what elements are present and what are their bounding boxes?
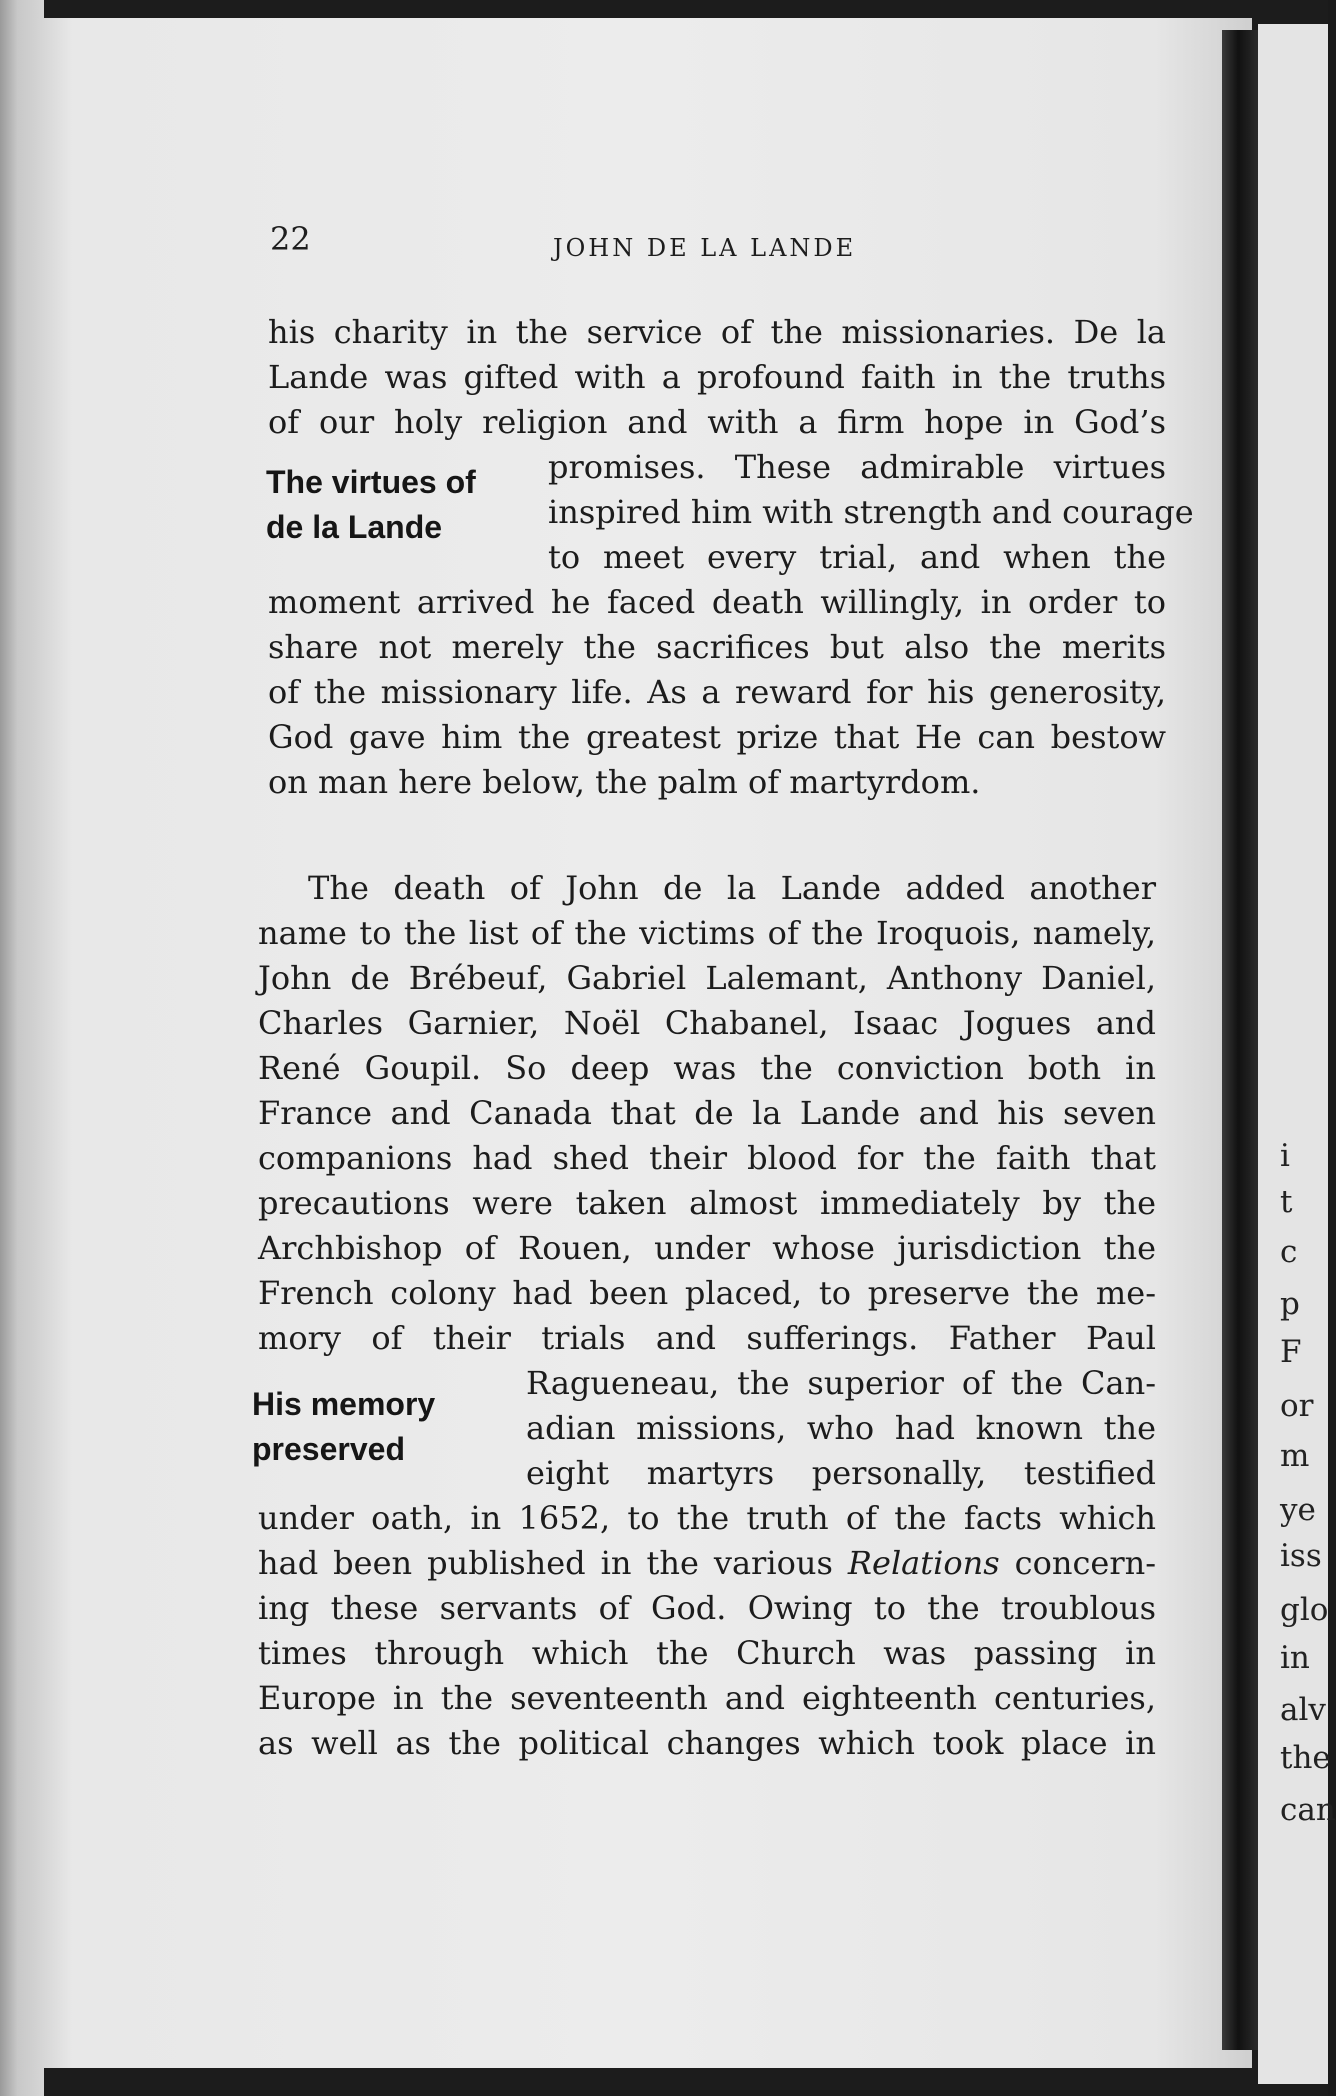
text-line: eight martyrs personally, testified	[526, 1454, 1156, 1492]
text-line: The death of John de la Lande added another	[308, 869, 1156, 907]
facing-page-fragment: glo	[1280, 1592, 1329, 1628]
paragraph-1	[268, 310, 1194, 805]
book-gutter	[1222, 30, 1258, 2050]
text-line: of the missionary life. As a reward for his generosity,	[268, 673, 1166, 711]
facing-page-fragment: in	[1280, 1640, 1310, 1676]
facing-page-fragment: ye	[1280, 1492, 1316, 1528]
text-line: René Goupil. So deep was the conviction both in	[258, 1049, 1156, 1087]
text-line: precautions were taken almost immediately by the	[258, 1184, 1156, 1222]
italic-title-relations: Relations	[847, 1544, 1000, 1582]
text-line: his charity in the service of the missionaries. De la	[268, 313, 1166, 351]
sidenote-line: de la Lande	[266, 509, 443, 545]
text-line: companions had shed their blood for the faith that	[258, 1139, 1156, 1177]
text-line-with-italic	[258, 1541, 1156, 1586]
text-line: promises. These admirable virtues	[548, 448, 1166, 486]
facing-page-fragment: m	[1280, 1438, 1310, 1474]
facing-page-fragment: p	[1280, 1286, 1300, 1322]
text-line: God gave him the greatest prize that He can bestow	[268, 718, 1166, 756]
text-line: ing these servants of God. Owing to the troublous	[258, 1589, 1156, 1627]
text-line: of our holy religion and with a firm hope in God’s	[268, 403, 1166, 441]
sidenote-line: His memory	[252, 1386, 436, 1422]
text-line: inspired him with strength and courage	[548, 493, 1194, 531]
facing-page-fragment: alv	[1280, 1692, 1326, 1728]
text-line: on man here below, the palm of martyrdom.	[268, 763, 981, 801]
text-segment: had been published in the various	[258, 1544, 833, 1582]
text-line: French colony had been placed, to preserve the me-	[258, 1274, 1156, 1312]
running-title: JOHN DE LA LANDE	[553, 234, 857, 262]
facing-page-fragment: F	[1280, 1334, 1302, 1370]
facing-page-fragment: the	[1280, 1740, 1331, 1776]
text-segment: concern-	[1014, 1544, 1157, 1582]
text-line: adian missions, who had known the	[526, 1409, 1156, 1447]
text-line: John de Brébeuf, Gabriel Lalemant, Anthony Daniel,	[258, 959, 1156, 997]
facing-page-edge	[1258, 24, 1336, 2084]
text-line: Lande was gifted with a profound faith in the truths	[268, 358, 1166, 396]
sidenote-line: The virtues of	[266, 464, 476, 500]
text-line: Ragueneau, the superior of the Can-	[526, 1364, 1156, 1402]
text-line: mory of their trials and sufferings. Father Paul	[258, 1319, 1156, 1357]
page-header	[270, 214, 1170, 262]
text-line: Archbishop of Rouen, under whose jurisdiction the	[258, 1229, 1156, 1267]
page-number: 22	[270, 220, 311, 258]
text-line: Europe in the seventeenth and eighteenth centuries,	[258, 1679, 1156, 1717]
text-line: as well as the political changes which took place in	[258, 1724, 1156, 1762]
text-line: moment arrived he faced death willingly, in order to	[268, 583, 1166, 621]
text-line: share not merely the sacrifices but also the merits	[268, 628, 1166, 666]
text-line: under oath, in 1652, to the truth of the facts which	[258, 1499, 1156, 1537]
text-line: France and Canada that de la Lande and his seven	[258, 1094, 1156, 1132]
text-line: Charles Garnier, Noël Chabanel, Isaac Jogues and	[258, 1004, 1156, 1042]
sidenote-line: preserved	[252, 1431, 405, 1467]
text-line: name to the list of the victims of the Iroquois, namely,	[258, 914, 1156, 952]
text-line: times through which the Church was passing in	[258, 1634, 1156, 1672]
paragraph-2	[258, 866, 1156, 1766]
facing-page-fragment: i	[1280, 1138, 1290, 1174]
facing-page-fragment: or	[1280, 1388, 1314, 1424]
facing-page-fragment: can	[1280, 1792, 1336, 1828]
facing-page-fragment: c	[1280, 1234, 1298, 1270]
text-line: to meet every trial, and when the	[548, 538, 1166, 576]
facing-page-fragment: t	[1280, 1184, 1293, 1220]
facing-page-fragment: iss	[1280, 1538, 1322, 1574]
